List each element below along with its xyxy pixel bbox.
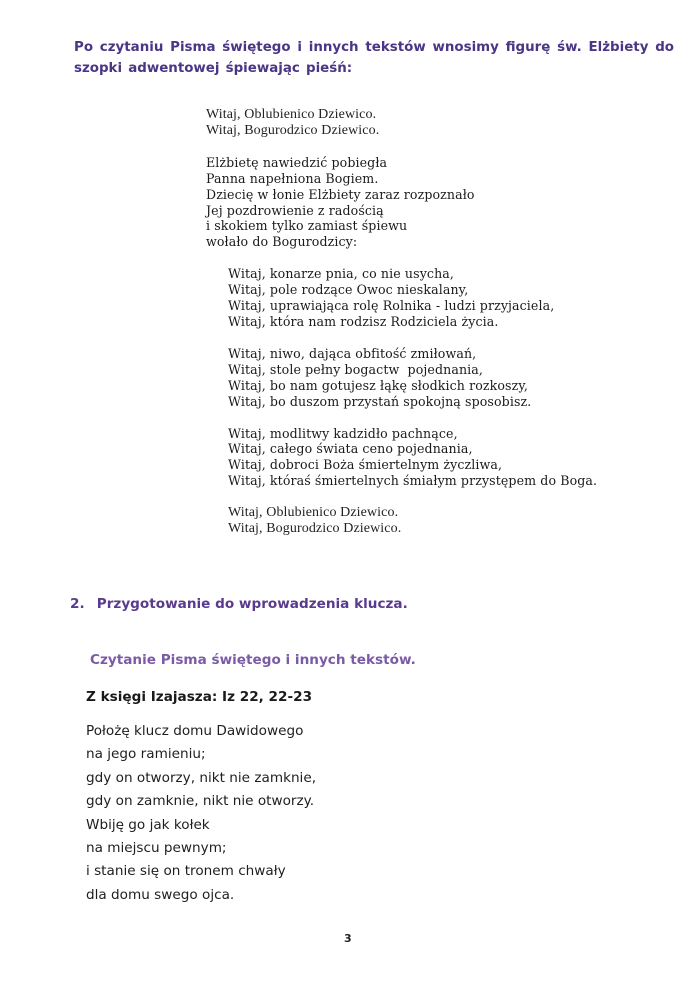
- hymn-line: Witaj, Bogurodzico Dziewico.: [206, 122, 380, 138]
- hymn-narrative: [206, 155, 597, 250]
- hymn-closing: [206, 505, 597, 537]
- reading-line: Wbiję go jak kołek: [86, 816, 210, 833]
- intro-paragraph: Po czytaniu Pisma świętego i innych tekstów wnosimy figurę św. Elżbiety do szopki adwentowej śpiewając pieśń:: [74, 40, 674, 77]
- hymn-stanza-3: [206, 426, 597, 490]
- hymn-line: Witaj, niwo, dająca obfitość zmiłowań,: [228, 345, 477, 361]
- reading-line: dla domu swego ojca.: [86, 886, 235, 903]
- reading-line: i stanie się on tronem chwały: [86, 863, 286, 880]
- hymn-line: Elżbietę nawiedzić pobiegła: [206, 154, 388, 170]
- hymn-line: Dziecię w łonie Elżbiety zaraz rozpoznało: [206, 186, 475, 202]
- hymn-opening: [206, 107, 597, 139]
- reading-line: na jego ramieniu;: [86, 746, 206, 763]
- hymn-line: wołało do Bogurodzicy:: [206, 234, 358, 250]
- hymn-line: Witaj, pole rodzące Owoc nieskalany,: [228, 282, 469, 298]
- hymn-line: Witaj, uprawiająca rolę Rolnika - ludzi przyjaciela,: [228, 298, 555, 314]
- reading-subheading: Czytanie Pisma świętego i innych tekstów.: [90, 652, 416, 668]
- hymn-line: Witaj, bo nam gotujesz łąkę słodkich rozkoszy,: [228, 377, 529, 393]
- section-number: 2.: [70, 596, 85, 612]
- hymn-line: Jej pozdrowienie z radością: [206, 202, 384, 218]
- hymn-line: Witaj, któraś śmiertelnych śmiałym przystępem do Boga.: [228, 473, 598, 489]
- reading-reference: Z księgi Izajasza: Iz 22, 22-23: [86, 689, 313, 705]
- reading-text: [86, 720, 316, 907]
- hymn-line: Witaj, modlitwy kadzidło pachnące,: [228, 425, 458, 441]
- section-heading: [70, 596, 408, 612]
- hymn: [206, 107, 597, 553]
- hymn-line: Witaj, która nam rodzisz Rodziciela życia.: [228, 313, 499, 329]
- hymn-line: Witaj, bo duszom przystań spokojną sposobisz.: [228, 393, 532, 409]
- hymn-line: Witaj, dobroci Boża śmiertelnym życzliwa,: [228, 457, 503, 473]
- hymn-line: i skokiem tylko zamiast śpiewu: [206, 218, 408, 234]
- hymn-line: Panna napełniona Bogiem.: [206, 170, 379, 186]
- hymn-stanza-2: [206, 346, 597, 410]
- reading-line: na miejscu pewnym;: [86, 840, 227, 857]
- hymn-line: Witaj, konarze pnia, co nie usycha,: [228, 266, 454, 282]
- hymn-line: Witaj, Oblubienico Dziewico.: [228, 505, 399, 521]
- reading-line: gdy on otworzy, nikt nie zamknie,: [86, 769, 317, 786]
- hymn-line: Witaj, całego świata ceno pojednania,: [228, 441, 473, 457]
- hymn-line: Witaj, Oblubienico Dziewico.: [206, 107, 377, 122]
- page-number: 3: [344, 932, 352, 945]
- hymn-stanza-1: [206, 266, 597, 330]
- hymn-line: Witaj, stole pełny bogactw pojednania,: [228, 361, 483, 377]
- reading-line: Położę klucz domu Dawidowego: [86, 723, 304, 739]
- section-title: Przygotowanie do wprowadzenia klucza.: [96, 596, 408, 612]
- reading-line: gdy on zamknie, nikt nie otworzy.: [86, 793, 315, 810]
- hymn-line: Witaj, Bogurodzico Dziewico.: [228, 521, 402, 537]
